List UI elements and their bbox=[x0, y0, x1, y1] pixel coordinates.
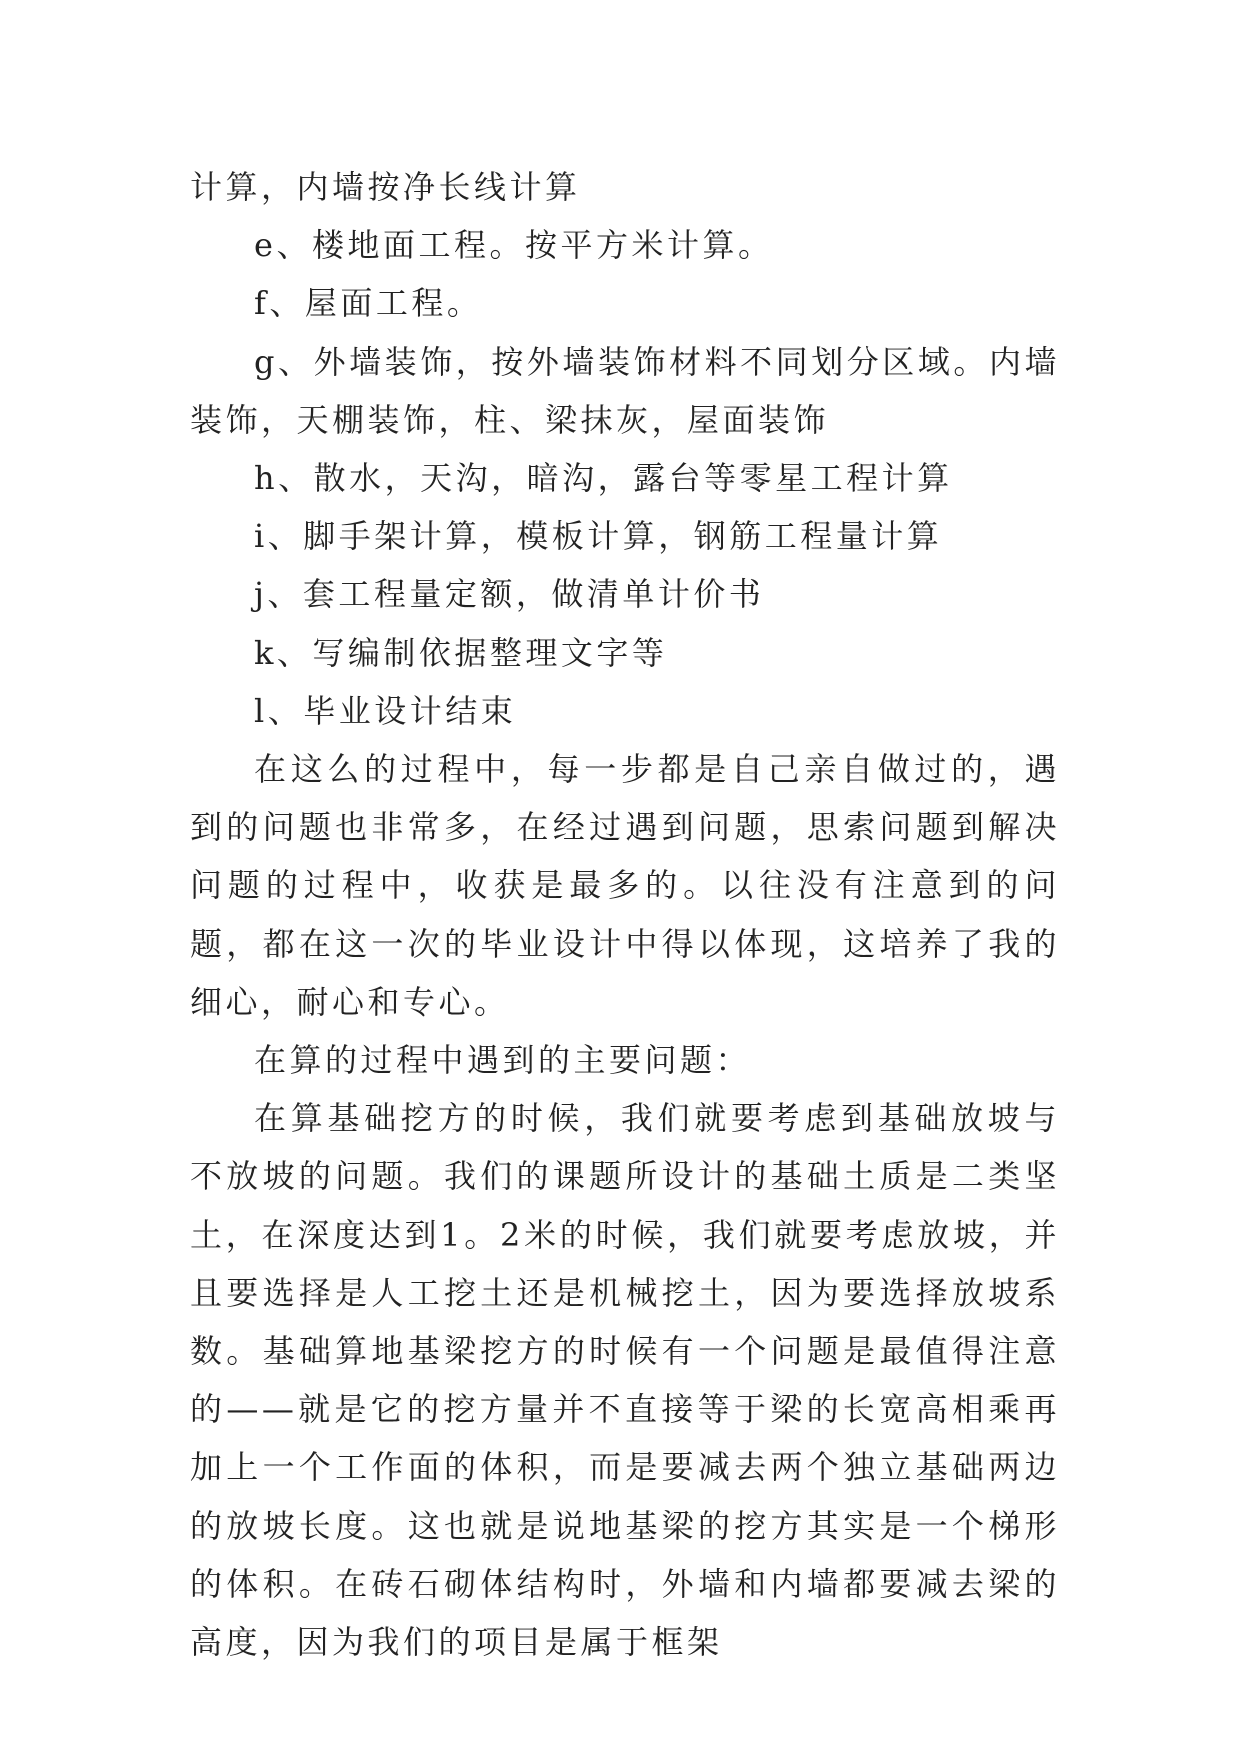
paragraph-wall-calculation: 计算，内墙按净长线计算 bbox=[190, 168, 581, 206]
paragraph-main-problems-heading: 在算的过程中遇到的主要问题： bbox=[254, 1041, 752, 1080]
paragraph-item-g: g、外墙装饰，按外墙装饰材料不同划分区域。内墙装饰，天棚装饰，柱、梁抹灰，屋面装饰 bbox=[190, 342, 1060, 439]
paragraph-item-h: h、散水，天沟，暗沟，露台等零星工程计算 bbox=[254, 459, 953, 498]
paragraph-foundation-excavation: 在算基础挖方的时候，我们就要考虑到基础放坡与不放坡的问题。我们的课题所设计的基础土质是二类坚土，在深度达到1。2米的时候，我们就要考虑放坡，并且要选择是人工挖土还是机械挖土，因为要选择放坡系数。基础算地基梁挖方的时候有一个问题是最值得注意的——就是它的挖方量并不直接等于梁的长宽高相乘再加上一个工作面的体积，而是要减去两个独立基础两边的放坡长度。这也就是说地基梁的挖方其实是一个梯形的体积。在砖石砌体结构时，外墙和内墙都要减去梁的高度，因为我们的项目是属于框架 bbox=[190, 1099, 1060, 1662]
paragraph-item-l: l、毕业设计结束 bbox=[254, 691, 517, 730]
paragraph-item-i: i、脚手架计算，模板计算，钢筋工程量计算 bbox=[254, 517, 943, 556]
paragraph-item-e: e、楼地面工程。按平方米计算。 bbox=[254, 226, 774, 265]
paragraph-item-j: j、套工程量定额，做清单计价书 bbox=[254, 575, 765, 614]
paragraph-item-f: f、屋面工程。 bbox=[254, 284, 483, 323]
paragraph-item-k: k、写编制依据整理文字等 bbox=[254, 633, 668, 672]
paragraph-process-reflection: 在这么的过程中，每一步都是自己亲自做过的，遇到的问题也非常多，在经过遇到问题，思索问题到解决问题的过程中，收获是最多的。以往没有注意到的问题，都在这一次的毕业设计中得以体现，这培养了我的细心，耐心和专心。 bbox=[190, 750, 1060, 1021]
document-body bbox=[190, 158, 1060, 1671]
